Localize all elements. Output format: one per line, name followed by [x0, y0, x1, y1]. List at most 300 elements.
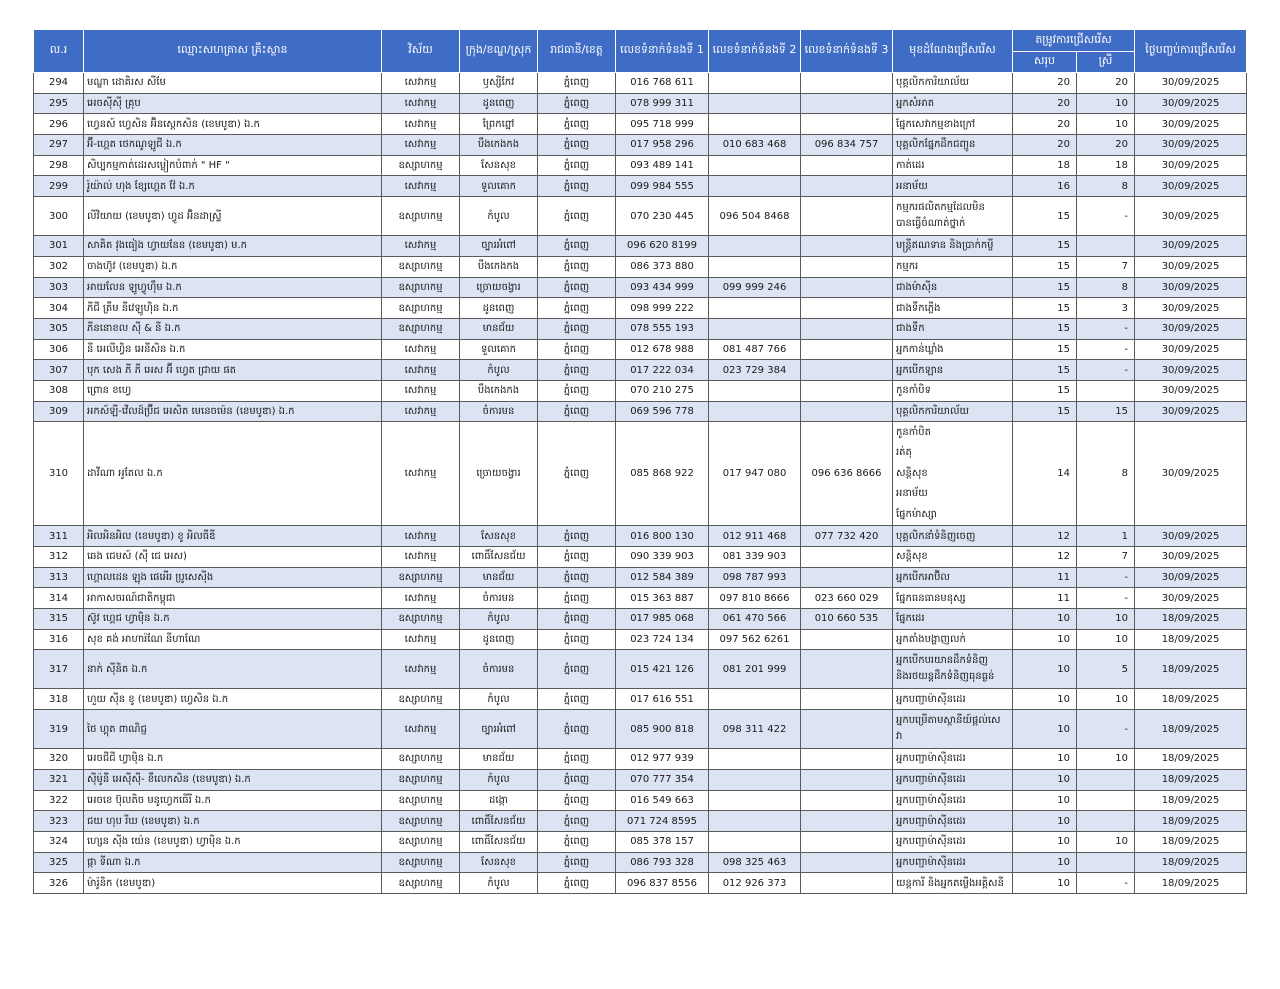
company-cell: មណ្ឌា ដោគិរស សីមែ [84, 73, 382, 94]
sector-cell: សេវាកម្ម [382, 176, 460, 197]
table-row [34, 650, 1247, 689]
province-cell: ភ្នំពេញ [538, 155, 616, 176]
phone2-cell [709, 114, 801, 135]
position-line: និងរថយន្តដឹកទំនិញធុនធ្ងន់ [896, 671, 995, 683]
phone2-cell: 081 339 903 [709, 547, 801, 568]
female-cell: 5 [1077, 650, 1135, 689]
table-row [34, 155, 1247, 176]
position-line: សន្តិសុខ [896, 551, 928, 563]
sector-cell: សេវាកម្ម [382, 629, 460, 650]
sector-cell: សេវាកម្ម [382, 422, 460, 526]
district-cell: ទួលគោក [460, 176, 538, 197]
phone1-cell: 017 958 296 [616, 135, 709, 156]
row-number: 306 [34, 339, 84, 360]
company-cell: ហ្សេន ស៊ីង យ៉េន (ខេមបូឌា) ហ្វាម៉ិន ឯ.ក [84, 831, 382, 852]
female-cell: 10 [1077, 749, 1135, 770]
female-cell [1077, 811, 1135, 832]
province-cell: ភ្នំពេញ [538, 277, 616, 298]
table-row [34, 790, 1247, 811]
table-row [34, 422, 1247, 526]
table-row [34, 360, 1247, 381]
table-row [34, 710, 1247, 749]
table-row [34, 93, 1247, 114]
phone3-cell [801, 318, 893, 339]
row-number: 320 [34, 749, 84, 770]
row-number: 326 [34, 873, 84, 894]
row-number: 325 [34, 852, 84, 873]
company-cell: បុក សេង ភី ភី អេស អ៊ី ហ្វេត ជ្រាយ ផត [84, 360, 382, 381]
female-cell [1077, 790, 1135, 811]
female-cell: - [1077, 710, 1135, 749]
position-line: បានធ្វើចំណាត់ថ្នាក់ [896, 218, 966, 230]
deadline-cell: 30/09/2025 [1135, 567, 1247, 588]
province-cell: ភ្នំពេញ [538, 197, 616, 236]
table-row [34, 811, 1247, 832]
position-line: អ្នកបញ្ជាម៉ាស៊ីនដេរ [896, 794, 966, 806]
deadline-cell: 18/09/2025 [1135, 710, 1247, 749]
district-cell: សែនសុខ [460, 852, 538, 873]
position-cell [893, 401, 1013, 422]
total-cell: 15 [1013, 339, 1077, 360]
phone2-cell: 081 201 999 [709, 650, 801, 689]
phone3-cell [801, 360, 893, 381]
province-cell: ភ្នំពេញ [538, 650, 616, 689]
female-cell: 7 [1077, 256, 1135, 277]
total-cell: 15 [1013, 236, 1077, 257]
position-line: អនាម័យ [896, 180, 928, 192]
phone3-cell [801, 236, 893, 257]
phone1-cell: 012 977 939 [616, 749, 709, 770]
total-cell: 10 [1013, 811, 1077, 832]
phone2-cell [709, 318, 801, 339]
phone2-cell: 097 810 8666 [709, 588, 801, 609]
position-line: អ្នកតាំងបង្ហាញលក់ [896, 634, 966, 646]
sector-cell: ឧស្សាហកម្ម [382, 256, 460, 277]
sector-cell: ឧស្សាហកម្ម [382, 277, 460, 298]
phone2-cell [709, 769, 801, 790]
sector-cell: ឧស្សាហកម្ម [382, 831, 460, 852]
phone3-cell [801, 811, 893, 832]
row-number: 296 [34, 114, 84, 135]
phone1-cell: 096 837 8556 [616, 873, 709, 894]
position-cell [893, 93, 1013, 114]
position-cell [893, 567, 1013, 588]
phone2-cell [709, 256, 801, 277]
total-cell: 15 [1013, 298, 1077, 319]
position-cell [893, 277, 1013, 298]
phone2-cell: 096 504 8468 [709, 197, 801, 236]
phone2-cell [709, 298, 801, 319]
row-number: 314 [34, 588, 84, 609]
company-cell: អិលអិនអិល (ខេមបូឌា) ខូ អិលធីឌី [84, 526, 382, 547]
table-row [34, 401, 1247, 422]
position-line: វា [896, 731, 903, 743]
phone3-cell [801, 176, 893, 197]
phone3-cell [801, 380, 893, 401]
table-row [34, 526, 1247, 547]
recruitment-sheet [33, 29, 1246, 894]
sector-cell: ឧស្សាហកម្ម [382, 318, 460, 339]
province-cell: ភ្នំពេញ [538, 422, 616, 526]
district-cell: បឹងកេងកង [460, 256, 538, 277]
company-cell: អេចខេ ប៊ុលតិច មនូហ្វេកធើរី ឯ.ក [84, 790, 382, 811]
sector-cell: ឧស្សាហកម្ម [382, 567, 460, 588]
row-number: 307 [34, 360, 84, 381]
district-cell: ដូនពេញ [460, 93, 538, 114]
female-cell: - [1077, 360, 1135, 381]
province-cell: ភ្នំពេញ [538, 135, 616, 156]
row-number: 323 [34, 811, 84, 832]
province-cell: ភ្នំពេញ [538, 811, 616, 832]
deadline-cell: 18/09/2025 [1135, 769, 1247, 790]
female-cell: - [1077, 588, 1135, 609]
district-cell: ដង្កោ [460, 790, 538, 811]
district-cell: មានជ័យ [460, 749, 538, 770]
table-body [34, 73, 1247, 894]
deadline-cell: 30/09/2025 [1135, 277, 1247, 298]
row-number: 301 [34, 236, 84, 257]
deadline-cell: 18/09/2025 [1135, 689, 1247, 710]
district-cell: សែនសុខ [460, 155, 538, 176]
deadline-cell: 30/09/2025 [1135, 135, 1247, 156]
company-cell: នី អេលីហ្វិន អេនីសិន ឯ.ក [84, 339, 382, 360]
position-line: រត់តុ [896, 447, 912, 459]
total-cell: 18 [1013, 155, 1077, 176]
phone3-cell: 010 660 535 [801, 609, 893, 630]
company-cell: ចាងហ៊ូវ (ខេមបូឌា) ឯ.ក [84, 256, 382, 277]
position-cell [893, 629, 1013, 650]
row-number: 295 [34, 93, 84, 114]
table-row [34, 873, 1247, 894]
phone1-cell: 017 616 551 [616, 689, 709, 710]
position-cell [893, 831, 1013, 852]
phone1-cell: 096 620 8199 [616, 236, 709, 257]
phone3-cell [801, 769, 893, 790]
company-cell: ម៉ារ៉ូនិក (ខេមបូឌា) [84, 873, 382, 894]
sector-cell: ឧស្សាហកម្ម [382, 298, 460, 319]
phone3-cell [801, 749, 893, 770]
sector-cell: ឧស្សាហកម្ម [382, 790, 460, 811]
phone2-cell [709, 236, 801, 257]
total-cell: 10 [1013, 689, 1077, 710]
province-cell: ភ្នំពេញ [538, 831, 616, 852]
phone1-cell: 016 800 130 [616, 526, 709, 547]
phone1-cell: 099 984 555 [616, 176, 709, 197]
phone3-cell: 077 732 420 [801, 526, 893, 547]
header-recruit-group: តម្រូវការជ្រើសរើស [1013, 30, 1135, 52]
phone3-cell [801, 401, 893, 422]
company-cell: រ៉ូយ៉ាល់ ហុង ខ្សែហ្គេត វ៉ែ ឯ.ក [84, 176, 382, 197]
row-number: 318 [34, 689, 84, 710]
header-company: ឈ្មោះសហគ្រាស គ្រឹះស្ថាន [84, 30, 382, 73]
province-cell: ភ្នំពេញ [538, 629, 616, 650]
header-province: រាជធានី/ខេត្ត [538, 30, 616, 73]
province-cell: ភ្នំពេញ [538, 769, 616, 790]
position-cell [893, 73, 1013, 94]
sector-cell: ឧស្សាហកម្ម [382, 769, 460, 790]
phone1-cell: 093 434 999 [616, 277, 709, 298]
sector-cell: ឧស្សាហកម្ម [382, 155, 460, 176]
phone3-cell: 096 834 757 [801, 135, 893, 156]
company-cell: អ៊ី-ហ្គេត ថេកណូឡូជី ឯ.ក [84, 135, 382, 156]
row-number: 297 [34, 135, 84, 156]
position-cell [893, 526, 1013, 547]
sector-cell: ឧស្សាហកម្ម [382, 197, 460, 236]
sector-cell: ឧស្សាហកម្ម [382, 749, 460, 770]
table-row [34, 547, 1247, 568]
total-cell: 10 [1013, 629, 1077, 650]
position-cell [893, 609, 1013, 630]
deadline-cell: 30/09/2025 [1135, 298, 1247, 319]
phone1-cell: 070 230 445 [616, 197, 709, 236]
deadline-cell: 30/09/2025 [1135, 155, 1247, 176]
phone1-cell: 098 999 222 [616, 298, 709, 319]
district-cell: មានជ័យ [460, 567, 538, 588]
position-line: អ្នកបើកអាប៊ិល [896, 572, 950, 584]
position-cell [893, 114, 1013, 135]
table-row [34, 380, 1247, 401]
district-cell: កំបូល [460, 197, 538, 236]
row-number: 309 [34, 401, 84, 422]
row-number: 304 [34, 298, 84, 319]
female-cell: 3 [1077, 298, 1135, 319]
table-row [34, 256, 1247, 277]
position-line: ជាងទឹកភ្លើង [896, 302, 941, 314]
phone3-cell [801, 629, 893, 650]
company-cell: សុខ គង់ អាហារ៉ណែ នីហាណែ [84, 629, 382, 650]
province-cell: ភ្នំពេញ [538, 547, 616, 568]
total-cell: 16 [1013, 176, 1077, 197]
row-number: 313 [34, 567, 84, 588]
company-cell: អេចជីជី ហ្វាម៉ិន ឯ.ក [84, 749, 382, 770]
province-cell: ភ្នំពេញ [538, 609, 616, 630]
total-cell: 10 [1013, 831, 1077, 852]
phone2-cell [709, 689, 801, 710]
province-cell: ភ្នំពេញ [538, 318, 616, 339]
total-cell: 10 [1013, 749, 1077, 770]
female-cell: 8 [1077, 277, 1135, 298]
sector-cell: សេវាកម្ម [382, 710, 460, 749]
position-line: កាត់ដេរ [896, 160, 925, 172]
province-cell: ភ្នំពេញ [538, 689, 616, 710]
phone3-cell [801, 650, 893, 689]
total-cell: 12 [1013, 547, 1077, 568]
total-cell: 10 [1013, 852, 1077, 873]
position-line: ជាងទឹក [896, 323, 925, 335]
deadline-cell: 18/09/2025 [1135, 609, 1247, 630]
sector-cell: សេវាកម្ម [382, 93, 460, 114]
province-cell: ភ្នំពេញ [538, 588, 616, 609]
female-cell: - [1077, 567, 1135, 588]
district-cell: កំបូល [460, 769, 538, 790]
district-cell: ទួលគោក [460, 339, 538, 360]
phone3-cell [801, 93, 893, 114]
position-cell [893, 769, 1013, 790]
district-cell: ដូនពេញ [460, 298, 538, 319]
phone3-cell [801, 256, 893, 277]
province-cell: ភ្នំពេញ [538, 114, 616, 135]
phone2-cell: 012 926 373 [709, 873, 801, 894]
district-cell: ចំការមន [460, 401, 538, 422]
position-line: ជាងម៉ាស៊ីន [896, 281, 938, 293]
sector-cell: ឧស្សាហកម្ម [382, 811, 460, 832]
company-cell: ឆេង ជេមស៍ (ស៊ី ជេ អេស) [84, 547, 382, 568]
position-line: អ្នកបញ្ជាម៉ាស៊ីនដេរ [896, 836, 966, 848]
district-cell: កំបូល [460, 360, 538, 381]
total-cell: 20 [1013, 135, 1077, 156]
sector-cell: ឧស្សាហកម្ម [382, 873, 460, 894]
company-cell: ដាវីណា អូតែល ឯ.ក [84, 422, 382, 526]
province-cell: ភ្នំពេញ [538, 852, 616, 873]
total-cell: 15 [1013, 401, 1077, 422]
phone2-cell: 098 325 463 [709, 852, 801, 873]
company-cell: សិប្បកម្មកាត់ដេរសម្លៀកបំពាក់ " HF " [84, 155, 382, 176]
position-line: កូនកាំបិត [896, 426, 931, 438]
phone1-cell: 017 985 068 [616, 609, 709, 630]
district-cell: ច្បារអំពៅ [460, 710, 538, 749]
sector-cell: សេវាកម្ម [382, 339, 460, 360]
female-cell: 10 [1077, 114, 1135, 135]
position-line: អ្នកបម្រើតាមស្ថានីយ៍ផ្តល់សេ [896, 715, 1001, 727]
table-row [34, 749, 1247, 770]
deadline-cell: 18/09/2025 [1135, 650, 1247, 689]
position-cell [893, 811, 1013, 832]
phone2-cell [709, 380, 801, 401]
header-phone1: លេខទំនាក់ទំនងទី 1 [616, 30, 709, 73]
position-cell [893, 298, 1013, 319]
position-cell [893, 588, 1013, 609]
female-cell: 1 [1077, 526, 1135, 547]
table-row [34, 339, 1247, 360]
position-cell [893, 422, 1013, 526]
district-cell: ច្បារអំពៅ [460, 236, 538, 257]
phone2-cell: 099 999 246 [709, 277, 801, 298]
header-phone3: លេខទំនាក់ទំនងទី 3 [801, 30, 893, 73]
phone3-cell [801, 852, 893, 873]
row-number: 321 [34, 769, 84, 790]
female-cell: 15 [1077, 401, 1135, 422]
position-cell [893, 360, 1013, 381]
female-cell: - [1077, 197, 1135, 236]
row-number: 322 [34, 790, 84, 811]
total-cell: 12 [1013, 526, 1077, 547]
position-cell [893, 790, 1013, 811]
phone3-cell [801, 155, 893, 176]
table-row [34, 831, 1247, 852]
position-line: អនាម័យ [896, 488, 928, 500]
phone1-cell: 086 373 880 [616, 256, 709, 277]
header-sector: វិស័យ [382, 30, 460, 73]
deadline-cell: 30/09/2025 [1135, 73, 1247, 94]
deadline-cell: 30/09/2025 [1135, 339, 1247, 360]
female-cell: 10 [1077, 689, 1135, 710]
total-cell: 11 [1013, 567, 1077, 588]
province-cell: ភ្នំពេញ [538, 380, 616, 401]
position-cell [893, 873, 1013, 894]
company-cell: លីវិយាយ (ខេមបូឌា) ហ្វូដ អ៊ិនដាស្ទ្រី [84, 197, 382, 236]
company-cell: ហ្គោលដេន ឡុង ផេអើរ ប្រូសេស៊ីង [84, 567, 382, 588]
deadline-cell: 30/09/2025 [1135, 422, 1247, 526]
table-row [34, 689, 1247, 710]
row-number: 319 [34, 710, 84, 749]
table-row [34, 567, 1247, 588]
phone1-cell: 023 724 134 [616, 629, 709, 650]
row-number: 324 [34, 831, 84, 852]
position-line: អ្នកបញ្ជាម៉ាស៊ីនដេរ [896, 693, 966, 705]
phone1-cell: 085 900 818 [616, 710, 709, 749]
total-cell: 10 [1013, 769, 1077, 790]
district-cell: ពោធិ៍សែនជ័យ [460, 831, 538, 852]
position-line: អ្នកបញ្ជាម៉ាស៊ីនដេរ [896, 856, 966, 868]
row-number: 299 [34, 176, 84, 197]
table-row [34, 298, 1247, 319]
row-number: 302 [34, 256, 84, 277]
sector-cell: សេវាកម្ម [382, 380, 460, 401]
phone3-cell [801, 73, 893, 94]
phone2-cell [709, 749, 801, 770]
total-cell: 15 [1013, 318, 1077, 339]
row-number: 308 [34, 380, 84, 401]
company-cell: អកស៍ឡី-វើលដ៍ប្រ៊ីជ អេសិត មេនេចម៉េន (ខេមបូឌា) ឯ.ក [84, 401, 382, 422]
district-cell: ពោធិ៍សែនជ័យ [460, 547, 538, 568]
phone1-cell: 016 768 611 [616, 73, 709, 94]
deadline-cell: 18/09/2025 [1135, 749, 1247, 770]
recruitment-table [33, 29, 1247, 894]
phone1-cell: 085 378 157 [616, 831, 709, 852]
female-cell [1077, 236, 1135, 257]
sector-cell: សេវាកម្ម [382, 526, 460, 547]
district-cell: សែនសុខ [460, 526, 538, 547]
deadline-cell: 30/09/2025 [1135, 176, 1247, 197]
table-row [34, 236, 1247, 257]
phone3-cell [801, 873, 893, 894]
phone1-cell: 015 421 126 [616, 650, 709, 689]
position-line: បុគ្គលិកការិយាល័យ [896, 405, 969, 417]
phone2-cell [709, 811, 801, 832]
table-row [34, 135, 1247, 156]
district-cell: ច្រោយចង្វារ [460, 277, 538, 298]
female-cell: 7 [1077, 547, 1135, 568]
company-cell: ភីននោខល ស៊ី & នី ឯ.ក [84, 318, 382, 339]
deadline-cell: 18/09/2025 [1135, 873, 1247, 894]
phone2-cell: 097 562 6261 [709, 629, 801, 650]
deadline-cell: 18/09/2025 [1135, 790, 1247, 811]
province-cell: ភ្នំពេញ [538, 401, 616, 422]
table-row [34, 629, 1247, 650]
position-line: ផ្នែកម៉ាស្សា [896, 508, 937, 520]
phone3-cell [801, 710, 893, 749]
total-cell: 15 [1013, 360, 1077, 381]
header-total: សរុប [1013, 52, 1077, 73]
phone1-cell: 086 793 328 [616, 852, 709, 873]
position-cell [893, 256, 1013, 277]
province-cell: ភ្នំពេញ [538, 873, 616, 894]
company-cell: ផ្កា ទីណា ឯ.ក [84, 852, 382, 873]
company-cell: ហ្វេនស៍ ហ្វេសិន អ៊ិនស្តេកសិន (ខេមបូឌា) ឯ.ក [84, 114, 382, 135]
deadline-cell: 18/09/2025 [1135, 831, 1247, 852]
position-line: បុគ្គលិកនាំទំនិញចេញ [896, 530, 976, 542]
female-cell: - [1077, 339, 1135, 360]
total-cell: 20 [1013, 73, 1077, 94]
phone1-cell: 090 339 903 [616, 547, 709, 568]
position-line: យន្តការី និងអ្នកតម្លើងអគ្គិសនី [896, 877, 1004, 889]
company-cell: អាយលែន ឡូហ្វូហ៊ឹម ឯ.ក [84, 277, 382, 298]
phone3-cell [801, 277, 893, 298]
sector-cell: ឧស្សាហកម្ម [382, 609, 460, 630]
company-cell: ព្រោន ខហ្វេ [84, 380, 382, 401]
phone1-cell: 070 210 275 [616, 380, 709, 401]
position-line: ផ្នែកធនធានមនុស្ស [896, 592, 966, 604]
